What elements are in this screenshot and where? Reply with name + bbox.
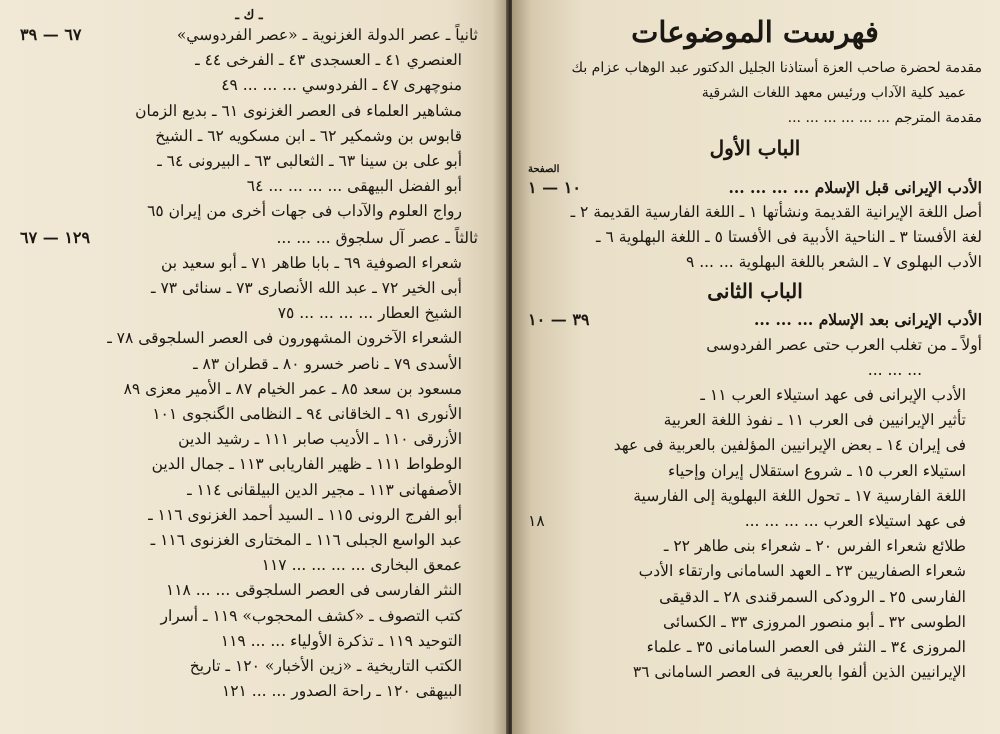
toc-line: الشيخ العطار ... ... ... ... ٧٥ [277,304,462,323]
toc-line: الأسدى ٧٩ ـ ناصر خسرو ٨٠ ـ قطران ٨٣ ـ [193,354,462,373]
toc-line: شعراء الصوفية ٦٩ ـ بابا طاهر ٧١ ـ أبو سعيد بن [160,253,462,272]
section-heading-seljuk [20,225,478,251]
toc-line: النثر الفارسى فى العصر السلجوقى ... ... ١١٨ [165,581,462,600]
chapter-heading-text: الأدب الإيرانى قبل الإسلام ... ... ... ... [728,177,982,197]
page-column-label: الصفحة [528,163,560,175]
page-title: فهرست الموضوعات [631,15,879,49]
toc-line: عبد الواسع الجبلى ١١٦ ـ المختارى الغزنوى ١١٦ ـ [150,531,462,550]
toc-line: منوچهرى ٤٧ ـ الفردوسي ... ... ... ٤٩ [221,76,462,95]
sub-heading [528,333,982,358]
toc-line: الأزرقى ١١٠ ـ الأديب صابر ١١١ ـ رشيد الدين [178,430,462,449]
chapter-heading-text: الأدب الإيرانى بعد الإسلام ... ... ... [753,310,982,330]
toc-line-page: ١٨ [528,512,545,531]
sub-heading-dots: ... ... ... [867,360,922,379]
toc-line: العنصري ٤١ ـ العسجدى ٤٣ ـ الفرخى ٤٤ ـ [195,51,462,70]
page-range: ١٢٩ — ٦٧ [20,227,91,247]
toc-line: الشعراء الآخرون المشهورون فى العصر السلجوقى ٧٨ ـ [107,329,462,348]
chapter-heading [528,307,982,332]
toc-line: استيلاء العرب ١٥ ـ شروع استقلال إيران وإحياء [667,461,966,480]
toc-line: كتب التصوف ـ «كشف المحجوب» ١١٩ ـ أسرار [160,606,462,625]
toc-line [528,509,966,534]
section-entries [20,251,478,705]
toc-line: طلائع شعراء الفرس ٢٠ ـ شعراء بنى طاهر ٢٢ ـ [663,537,966,556]
toc-line: الطوسى ٣٢ ـ أبو منصور المروزى ٣٣ ـ الكسائى [662,612,966,631]
toc-line: مشاهير العلماء فى العصر الغزنوى ٦١ ـ بديع الزمان [135,101,462,120]
toc-line: التوحيد ١١٩ ـ تذكرة الأولياء ... ... ١١٩ [220,631,462,650]
intro-line: عميد كلية الآداب ورئيس معهد اللغات الشرقية [701,85,966,102]
toc-line: أبى الخير ٧٢ ـ عبد الله الأنصارى ٧٣ ـ سنائى ٧٣ ـ [150,279,462,298]
toc-line: الوطواط ١١١ ـ ظهير الفاريابى ١١٣ ـ جمال الدين [151,455,462,474]
section-title: ثانياً ـ عصر الدولة الغزنوية ـ «عصر الفردوسي» [176,26,478,44]
toc-line: الأصفهانى ١١٣ ـ مجير الدين البيلقانى ١١٤ ـ [187,480,462,499]
chapter-title: الباب الثانى [707,279,803,304]
toc-line-text: فى عهد استيلاء العرب ... ... ... ... [744,512,966,531]
toc-line: اللغة الفارسية ١٧ ـ تحول اللغة البهلوية إلى الفارسية [633,486,966,505]
toc-line: أبو على بن سينا ٦٣ ـ الثعالبى ٦٣ ـ البيرونى ٦٤ ـ [157,152,462,171]
sub-heading-text: أولاً ـ من تغلب العرب حتى عصر الفردوسى [706,335,982,354]
left-page-content [20,22,478,704]
intro-line: مقدمة لحضرة صاحب العزة أستاذنا الجليل الدكتور عبد الوهاب عزام بك [571,60,982,76]
toc-line: فى إيران ١٤ ـ بعض الإيرانيين المؤلفين بالعربية فى عهد [613,436,966,455]
toc-line: تأثير الإيرانيين فى العرب ١١ ـ نفوذ اللغة العربية [663,411,966,430]
chapter-heading [528,175,982,200]
toc-line: الأنورى ٩١ ـ الخاقانى ٩٤ ـ النظامى الگنجوى ١٠١ [152,405,462,424]
toc-line: المروزى ٣٤ ـ النثر فى العصر السامانى ٣٥ ـ علماء [646,638,966,657]
intro-line: مقدمة المترجم ... ... ... ... ... ... [787,110,982,127]
chapter-entries [528,383,982,685]
toc-line: الإيرانيين الذين ألفوا بالعربية فى العصر السامانى ٣٦ [632,663,966,682]
toc-line: قابوس بن وشمكير ٦٢ ـ ابن مسكويه ٦٢ ـ الشيخ [155,126,462,145]
right-page-content [528,8,982,685]
toc-line: البيهقى ١٢٠ ـ راحة الصدور ... ... ١٢١ [221,682,462,701]
section-title: ثالثاً ـ عصر آل سلجوق ... ... ... [276,228,478,247]
toc-line: الكتب التاريخية ـ «زين الأخبار» ١٢٠ ـ تاريخ [189,657,462,676]
toc-line: عمعق البخارى ... ... ... ... ١١٧ [261,556,462,575]
page-range: ٦٧ — ٣٩ [20,25,82,44]
right-page [512,0,1000,734]
toc-line: أبو الفضل البيهقى ... ... ... ... ٦٤ [246,177,462,196]
toc-line: رواج العلوم والآداب فى جهات أخرى من إيران ٦٥ [147,202,462,221]
toc-line: أصل اللغة الإيرانية القديمة ونشأتها ١ ـ اللغة الفارسية القديمة ٢ ـ [570,202,982,221]
toc-line: لغة الأفستا ٣ ـ الناحية الأدبية فى الأفستا ٥ ـ اللغة البهلوية ٦ ـ [596,228,982,247]
toc-line: مسعود بن سعد ٨٥ ـ عمر الخيام ٨٧ ـ الأمير معزى ٨٩ [123,379,462,398]
section-entries [20,48,478,224]
toc-line: أبو الفرج الرونى ١١٥ ـ السيد أحمد الغزنوى ١١٦ ـ [148,505,462,524]
page-range: ١٠ — ١ [528,177,581,197]
toc-line: شعراء الصفاريين ٢٣ ـ العهد السامانى وارتقاء الأدب [638,562,966,581]
toc-line: الأدب الإيرانى فى عهد استيلاء العرب ١١ ـ [700,386,966,405]
toc-line: الأدب البهلوى ٧ ـ الشعر باللغة البهلوية ... ... ٩ [685,253,982,272]
toc-line: الفارسى ٢٥ ـ الرودكى السمرقندى ٢٨ ـ الدقيقى [659,587,966,606]
section-heading-ghaznavid [20,22,478,48]
page-range: ٣٩ — ١٠ [528,310,590,330]
chapter-title: الباب الأول [709,135,801,160]
page-top-mark: ـ ك ـ [235,8,263,23]
